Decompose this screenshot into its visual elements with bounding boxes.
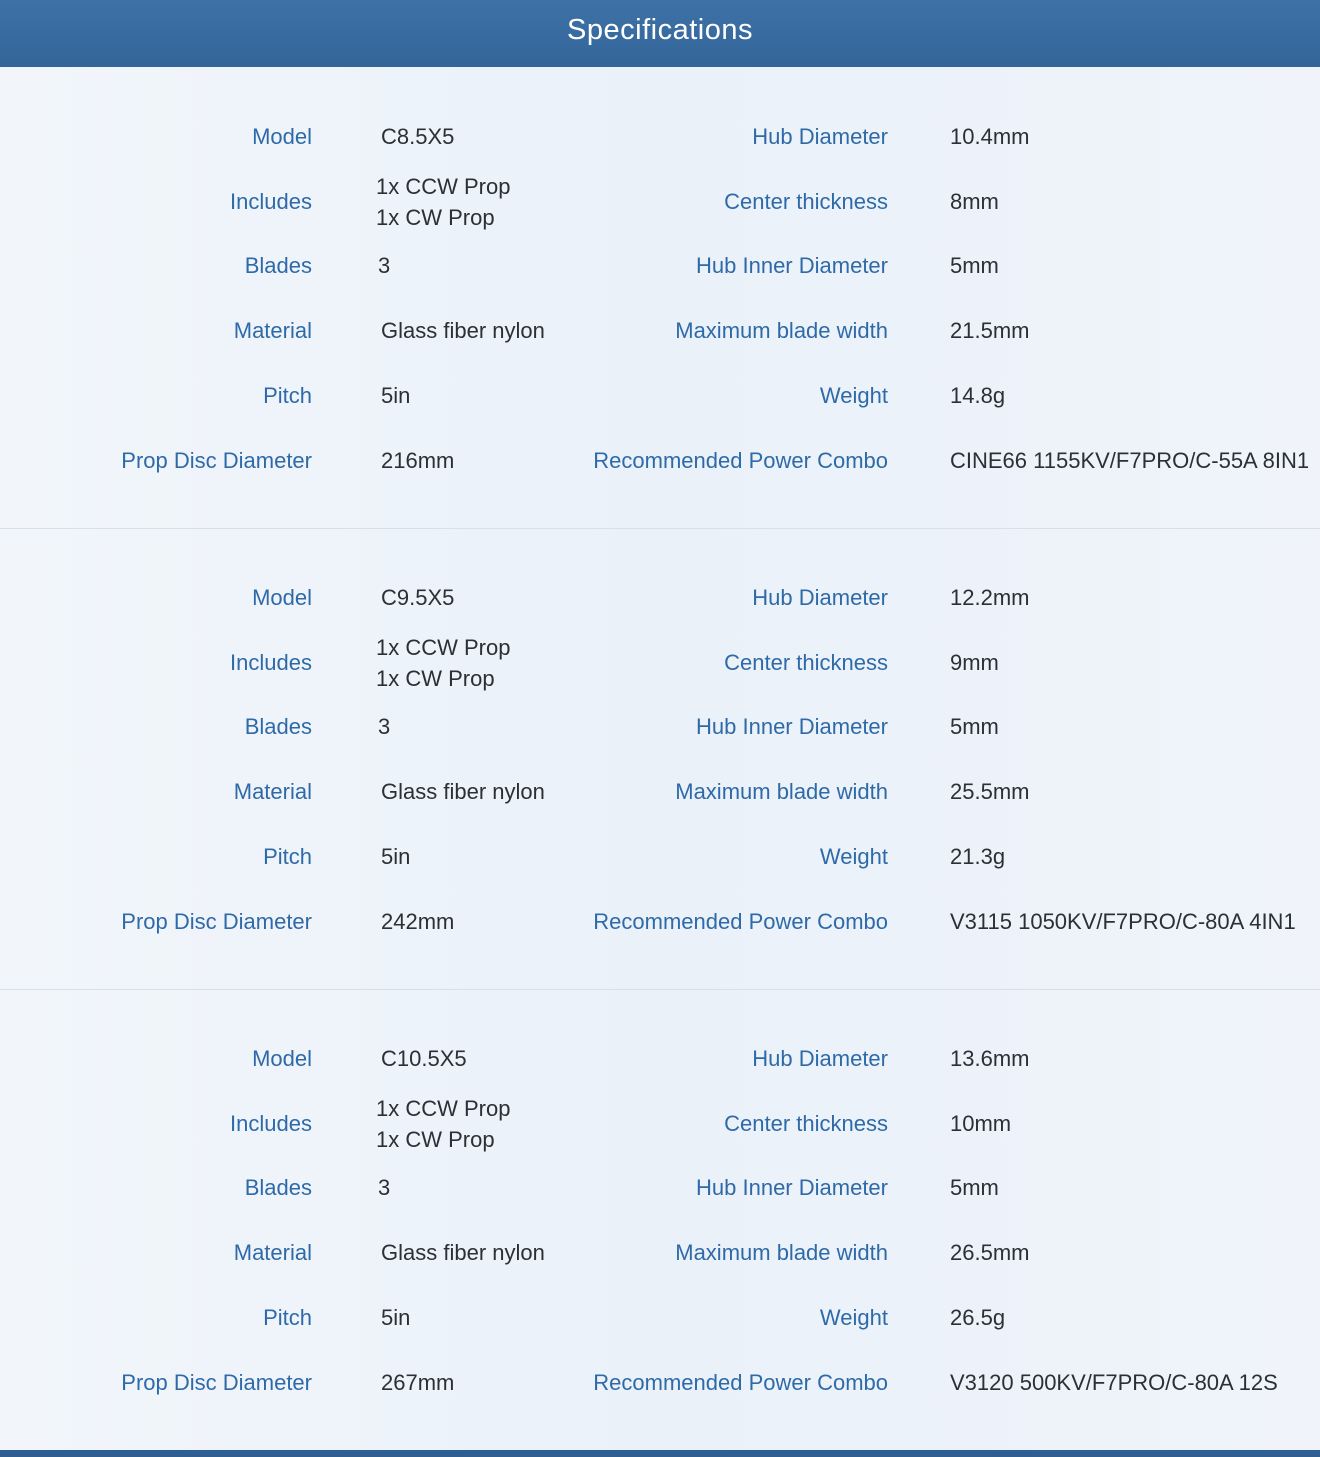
includes-label: Includes: [230, 650, 312, 675]
prop-disc-diameter-label: Prop Disc Diameter: [121, 1370, 312, 1395]
spec-row-disc: [0, 441, 1320, 481]
weight-label: Weight: [819, 1305, 888, 1330]
model-value: C8.5X5: [381, 124, 455, 149]
recommended-power-combo-value: V3120 500KV/F7PRO/C-80A 12S: [950, 1370, 1278, 1395]
pitch-value: 5in: [381, 844, 411, 869]
spec-row-pitch: [0, 1298, 1320, 1338]
hub-diameter-value: 10.4mm: [950, 124, 1030, 149]
specifications-header: [0, 0, 1320, 67]
includes-line-cw: 1x CW Prop: [376, 205, 495, 230]
section-divider: [0, 989, 1320, 990]
recommended-power-combo-value: CINE66 1155KV/F7PRO/C-55A 8IN1: [950, 448, 1310, 473]
center-thickness-label: Center thickness: [724, 1111, 888, 1136]
blades-label: Blades: [244, 1175, 312, 1200]
spec-row-includes: [0, 1096, 1320, 1152]
includes-line-ccw: 1x CCW Prop: [376, 1096, 511, 1121]
includes-value: [376, 1093, 510, 1155]
footer-bar: [0, 1450, 1320, 1457]
center-thickness-label: Center thickness: [724, 650, 888, 675]
prop-disc-diameter-label: Prop Disc Diameter: [121, 448, 312, 473]
spec-section-1: [0, 67, 1320, 528]
includes-line-ccw: 1x CCW Prop: [376, 635, 511, 660]
page-title: Specifications: [567, 14, 753, 46]
spec-row-disc: [0, 1363, 1320, 1403]
pitch-value: 5in: [381, 1305, 411, 1330]
spec-row-includes: [0, 174, 1320, 230]
hub-inner-diameter-label: Hub Inner Diameter: [696, 714, 888, 739]
spec-section-3: [0, 989, 1320, 1450]
recommended-power-combo-label: Recommended Power Combo: [593, 909, 888, 934]
includes-value: [376, 171, 510, 233]
max-blade-width-label: Maximum blade width: [675, 779, 888, 804]
hub-inner-diameter-value: 5mm: [950, 714, 999, 739]
hub-diameter-value: 12.2mm: [950, 585, 1030, 610]
includes-label: Includes: [230, 189, 312, 214]
model-value: C10.5X5: [381, 1046, 467, 1071]
spec-row-pitch: [0, 376, 1320, 416]
spec-row-includes: [0, 635, 1320, 691]
pitch-value: 5in: [381, 383, 411, 408]
material-label: Material: [233, 779, 312, 804]
includes-value: [376, 632, 510, 694]
center-thickness-value: 9mm: [950, 650, 999, 675]
recommended-power-combo-label: Recommended Power Combo: [593, 1370, 888, 1395]
blades-label: Blades: [244, 714, 312, 739]
recommended-power-combo-value: V3115 1050KV/F7PRO/C-80A 4IN1: [950, 909, 1296, 934]
material-label: Material: [233, 318, 312, 343]
spec-row-model: [0, 117, 1320, 157]
material-value: Glass fiber nylon: [381, 1240, 545, 1265]
material-label: Material: [233, 1240, 312, 1265]
pitch-label: Pitch: [263, 383, 312, 408]
hub-inner-diameter-value: 5mm: [950, 253, 999, 278]
weight-label: Weight: [819, 844, 888, 869]
blades-value: 3: [378, 1175, 391, 1200]
includes-line-ccw: 1x CCW Prop: [376, 174, 511, 199]
spec-row-blades: [0, 707, 1320, 747]
center-thickness-value: 8mm: [950, 189, 999, 214]
section-divider: [0, 528, 1320, 529]
spec-row-model: [0, 1039, 1320, 1079]
material-value: Glass fiber nylon: [381, 318, 545, 343]
blades-value: 3: [378, 253, 391, 278]
max-blade-width-value: 21.5mm: [950, 318, 1030, 343]
model-label: Model: [252, 1046, 312, 1071]
includes-line-cw: 1x CW Prop: [376, 1127, 495, 1152]
model-label: Model: [252, 124, 312, 149]
spec-row-blades: [0, 246, 1320, 286]
prop-disc-diameter-value: 216mm: [381, 448, 455, 473]
blades-label: Blades: [244, 253, 312, 278]
center-thickness-label: Center thickness: [724, 189, 888, 214]
prop-disc-diameter-value: 267mm: [381, 1370, 455, 1395]
prop-disc-diameter-value: 242mm: [381, 909, 455, 934]
prop-disc-diameter-label: Prop Disc Diameter: [121, 909, 312, 934]
hub-inner-diameter-label: Hub Inner Diameter: [696, 253, 888, 278]
hub-diameter-label: Hub Diameter: [752, 124, 888, 149]
weight-label: Weight: [819, 383, 888, 408]
weight-value: 14.8g: [950, 383, 1006, 408]
blades-value: 3: [378, 714, 391, 739]
weight-value: 21.3g: [950, 844, 1006, 869]
model-value: C9.5X5: [381, 585, 455, 610]
recommended-power-combo-label: Recommended Power Combo: [593, 448, 888, 473]
spec-section-2: [0, 528, 1320, 989]
hub-diameter-value: 13.6mm: [950, 1046, 1030, 1071]
spec-row-model: [0, 578, 1320, 618]
spec-row-material: [0, 1233, 1320, 1273]
hub-inner-diameter-value: 5mm: [950, 1175, 999, 1200]
spec-row-material: [0, 311, 1320, 351]
max-blade-width-value: 26.5mm: [950, 1240, 1030, 1265]
model-label: Model: [252, 585, 312, 610]
spec-row-disc: [0, 902, 1320, 942]
includes-line-cw: 1x CW Prop: [376, 666, 495, 691]
spec-row-material: [0, 772, 1320, 812]
material-value: Glass fiber nylon: [381, 779, 545, 804]
hub-inner-diameter-label: Hub Inner Diameter: [696, 1175, 888, 1200]
hub-diameter-label: Hub Diameter: [752, 585, 888, 610]
center-thickness-value: 10mm: [950, 1111, 1012, 1136]
pitch-label: Pitch: [263, 844, 312, 869]
includes-label: Includes: [230, 1111, 312, 1136]
spec-row-pitch: [0, 837, 1320, 877]
weight-value: 26.5g: [950, 1305, 1006, 1330]
max-blade-width-label: Maximum blade width: [675, 318, 888, 343]
max-blade-width-value: 25.5mm: [950, 779, 1030, 804]
pitch-label: Pitch: [263, 1305, 312, 1330]
hub-diameter-label: Hub Diameter: [752, 1046, 888, 1071]
spec-row-blades: [0, 1168, 1320, 1208]
max-blade-width-label: Maximum blade width: [675, 1240, 888, 1265]
